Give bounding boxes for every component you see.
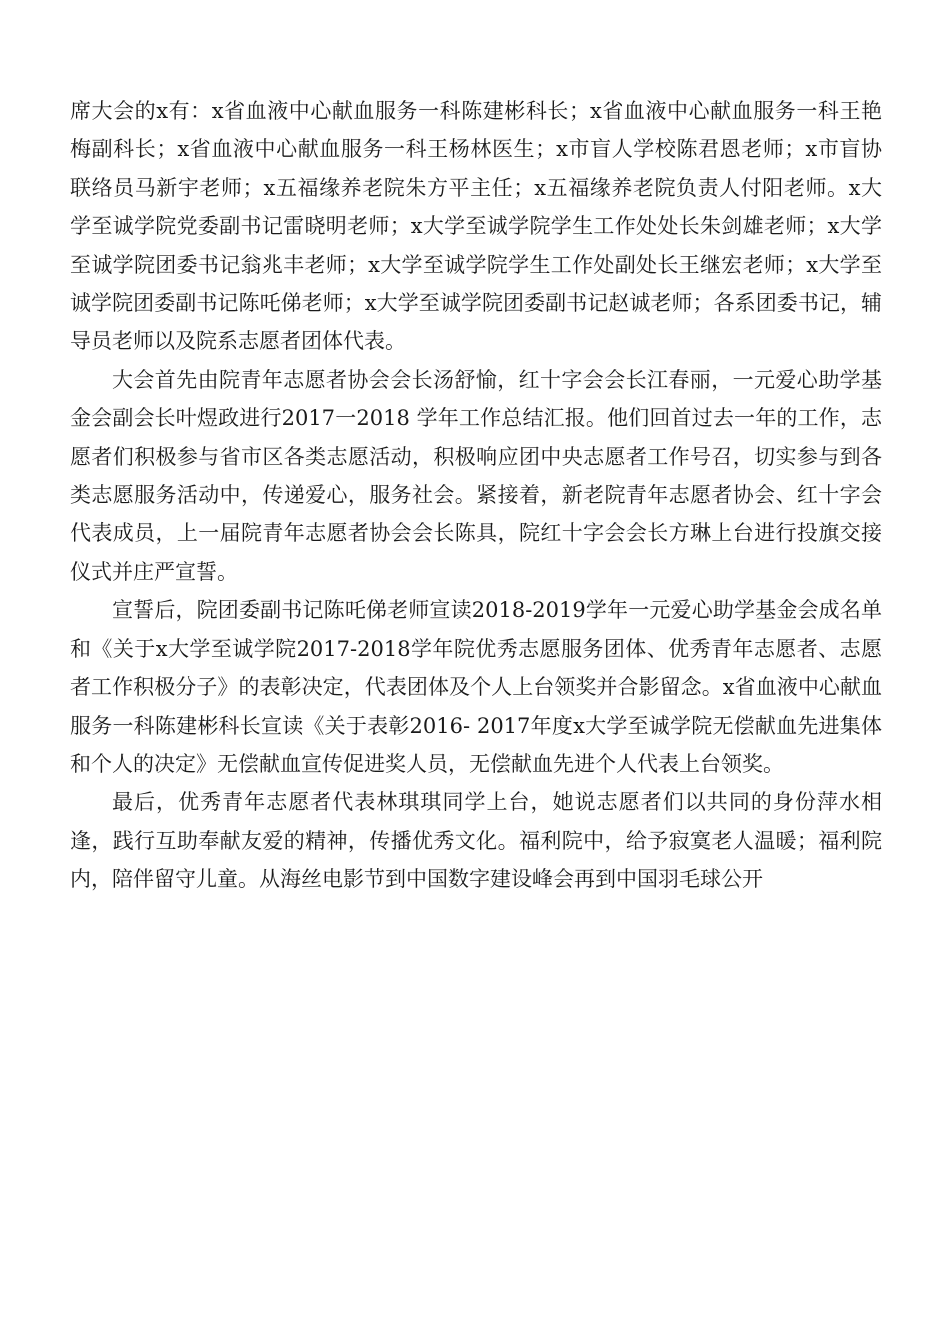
document-body <box>70 92 882 899</box>
paragraph-work-summary: 大会首先由院青年志愿者协会会长汤舒愉，红十字会会长江春丽，一元爱心助学基金会副会长叶煜政进行2017一2018 学年工作总结汇报。他们回首过去一年的工作，志愿者们积极参与省市区各类志愿活动，积极响应团中央志愿者工作号召，切实参与到各类志愿服务活动中，传递爱心，服务社会。紧接着，新老院青年志愿者协会、红十字会代表成员，上一届院青年志愿者协会会长陈具，院红十字会会长方琳上台进行投旗交接仪式并庄严宣誓。 <box>70 367 882 584</box>
paragraph-awards: 宣誓后，院团委副书记陈吒俤老师宣读2018-2019学年一元爱心助学基金会成名单和《关于x大学至诚学院2017-2018学年院优秀志愿服务团体、优秀青年志愿者、志愿者工作积极分子》的表彰决定，代表团体及个人上台领奖并合影留念。x省血液中心献血服务一科陈建彬科长宣读《关于表彰2016- 2017年度x大学至诚学院无偿献血先进集体和个人的决定》无偿献血宣传促进奖人员，无偿献血先进个人代表上台领奖。 <box>70 598 882 776</box>
paragraph-closing: 最后，优秀青年志愿者代表林琪琪同学上台，她说志愿者们以共同的身份萍水相逢，践行互助奉献友爱的精神，传播优秀文化。福利院中，给予寂寞老人温暖；福利院内，陪伴留守儿童。从海丝电影节到中国数字建设峰会再到中国羽毛球公开 <box>70 790 882 892</box>
paragraph-attendees: 席大会的x有：x省血液中心献血服务一科陈建彬科长；x省血液中心献血服务一科王艳梅副科长；x省血液中心献血服务一科王杨林医生；x市盲人学校陈君恩老师；x市盲协联络员马新宇老师；x五福缘养老院朱方平主任；x五福缘养老院负责人付阳老师。x大学至诚学院党委副书记雷晓明老师；x大学至诚学院学生工作处处长朱剑雄老师；x大学至诚学院团委书记翁兆丰老师；x大学至诚学院学生工作处副处长王继宏老师；x大学至诚学院团委副书记陈吒俤老师；x大学至诚学院团委副书记赵诚老师；各系团委书记，辅导员老师以及院系志愿者团体代表。 <box>70 99 882 354</box>
